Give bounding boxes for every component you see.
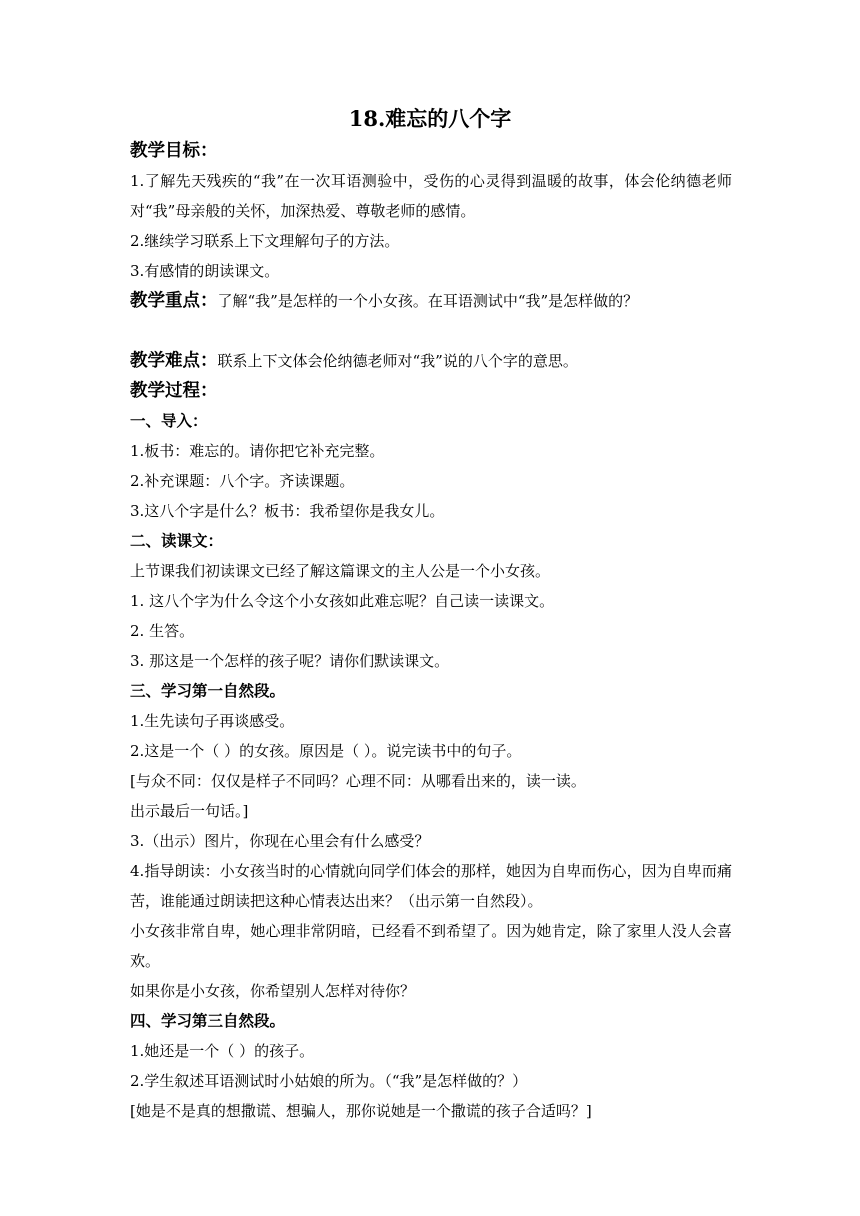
section-heading: 二、读课文：: [130, 531, 224, 550]
note-line: [她是不是真的想撒谎、想骗人，那你说她是一个撒谎的孩子合适吗？]: [130, 1102, 592, 1120]
lesson-content: [130, 136, 732, 1126]
list-item: 2. 生答。: [130, 622, 195, 640]
note-line: 出示最后一句话。]: [130, 802, 249, 820]
note-line: [与众不同：仅仅是样子不同吗？心理不同：从哪看出来的，读一读。: [130, 772, 586, 790]
process-heading: 教学过程：: [130, 381, 218, 401]
objective-item: 2.继续学习联系上下文理解句子的方法。: [130, 232, 400, 250]
paragraph: 如果你是小女孩，你希望别人怎样对待你？: [130, 982, 416, 1000]
key-point-text: 了解“我”是怎样的一个小女孩。在耳语测试中“我”是怎样做的？: [217, 292, 639, 310]
difficulty-label: 教学难点：: [130, 351, 218, 371]
list-item: 2.这是一个（ ）的女孩。原因是（ ）。说完读书中的句子。: [130, 742, 522, 760]
objectives-heading: 教学目标：: [130, 141, 218, 161]
key-point-label: 教学重点：: [130, 291, 218, 311]
section-heading: 四、学习第三自然段。: [130, 1011, 286, 1030]
paragraph: 4.指导朗读：小女孩当时的心情就向同学们体会的那样，她因为自卑而伤心，因为自卑而痛苦，谁能通过朗读把这种心情表达出来？（出示第一自然段）。: [130, 862, 732, 910]
paragraph: 上节课我们初读课文已经了解这篇课文的主人公是一个小女孩。: [130, 562, 551, 580]
key-point: [130, 286, 732, 346]
objective-item: 1.了解先天残疾的“我”在一次耳语测验中，受伤的心灵得到温暖的故事，体会伦纳德老师对“我”母亲般的关怀，加深热爱、尊敬老师的感情。: [130, 172, 732, 220]
list-item: 1.板书：难忘的。请你把它补充完整。: [130, 442, 385, 460]
list-item: 1. 这八个字为什么令这个小女孩如此难忘呢？自己读一读课文。: [130, 592, 555, 610]
list-item: 3.（出示）图片，你现在心里会有什么感受？: [130, 832, 430, 850]
paragraph: 小女孩非常自卑，她心理非常阴暗，已经看不到希望了。因为她肯定，除了家里人没人会喜欢。: [130, 922, 732, 970]
list-item: 2.补充课题：八个字。齐读课题。: [130, 472, 355, 490]
page-title: 18.难忘的八个字: [348, 106, 512, 131]
difficulty: [130, 346, 732, 376]
list-item: 1.生先读句子再谈感受。: [130, 712, 295, 730]
list-item: 1.她还是一个（ ）的孩子。: [130, 1042, 315, 1060]
list-item: 3.这八个字是什么？板书：我希望你是我女儿。: [130, 502, 445, 520]
section-heading: 三、学习第一自然段。: [130, 681, 286, 700]
section-heading: 一、导入：: [130, 411, 208, 430]
list-item: 3. 那这是一个怎样的孩子呢？请你们默读课文。: [130, 652, 450, 670]
list-item: 2.学生叙述耳语测试时小姑娘的所为。（“我”是怎样做的？）: [130, 1072, 528, 1090]
objective-item: 3.有感情的朗读课文。: [130, 262, 280, 280]
difficulty-text: 联系上下文体会伦纳德老师对“我”说的八个字的意思。: [217, 352, 578, 370]
